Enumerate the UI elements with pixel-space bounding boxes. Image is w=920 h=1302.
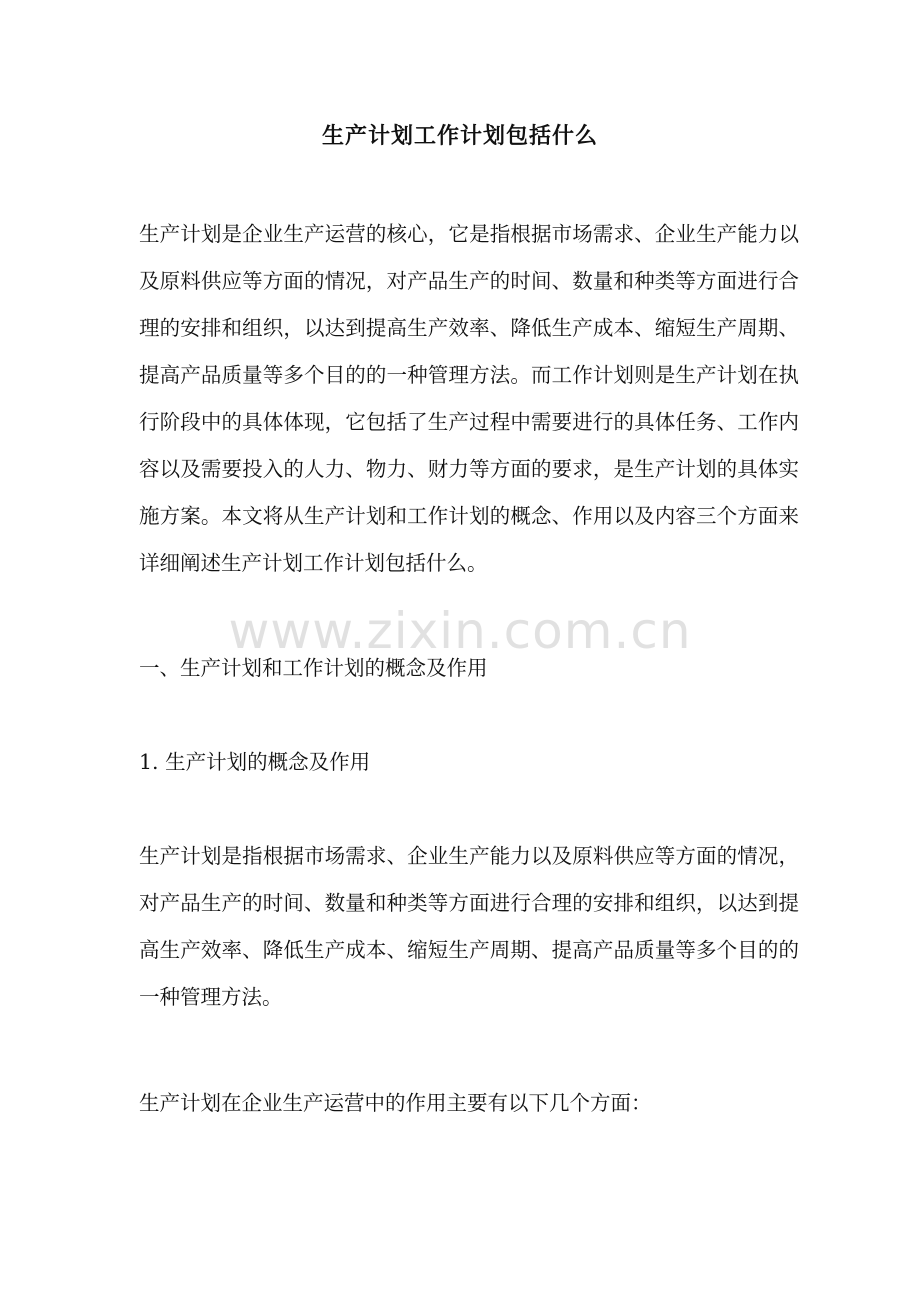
document-title: 生产计划工作计划包括什么	[321, 123, 598, 149]
roles-intro-paragraph: 生产计划在企业生产运营中的作用主要有以下几个方面：	[139, 1091, 652, 1115]
subsection-heading: 1. 生产计划的概念及作用	[139, 750, 371, 774]
watermark: www.zixin.com.cn	[228, 602, 692, 660]
definition-paragraph: 生产计划是指根据市场需求、企业生产能力以及原料供应等方面的情况，对产品生产的时间、数量和种类等方面进行合理的安排和组织，以达到提高生产效率、降低生产成本、缩短生产周期、提高产品质量等多个目的的一种管理方法。	[139, 844, 799, 1009]
intro-paragraph: 生产计划是企业生产运营的核心，它是指根据市场需求、企业生产能力以及原料供应等方面的情况，对产品生产的时间、数量和种类等方面进行合理的安排和组织，以达到提高生产效率、降低生产成本、缩短生产周期、提高产品质量等多个目的的一种管理方法。而工作计划则是生产计划在执行阶段中的具体体现，它包括了生产过程中需要进行的具体任务、工作内容以及需要投入的人力、物力、财力等方面的要求，是生产计划的具体实施方案。本文将从生产计划和工作计划的概念、作用以及内容三个方面来详细阐述生产计划工作计划包括什么。	[139, 222, 799, 575]
section-heading: 一、生产计划和工作计划的概念及作用	[139, 656, 488, 680]
